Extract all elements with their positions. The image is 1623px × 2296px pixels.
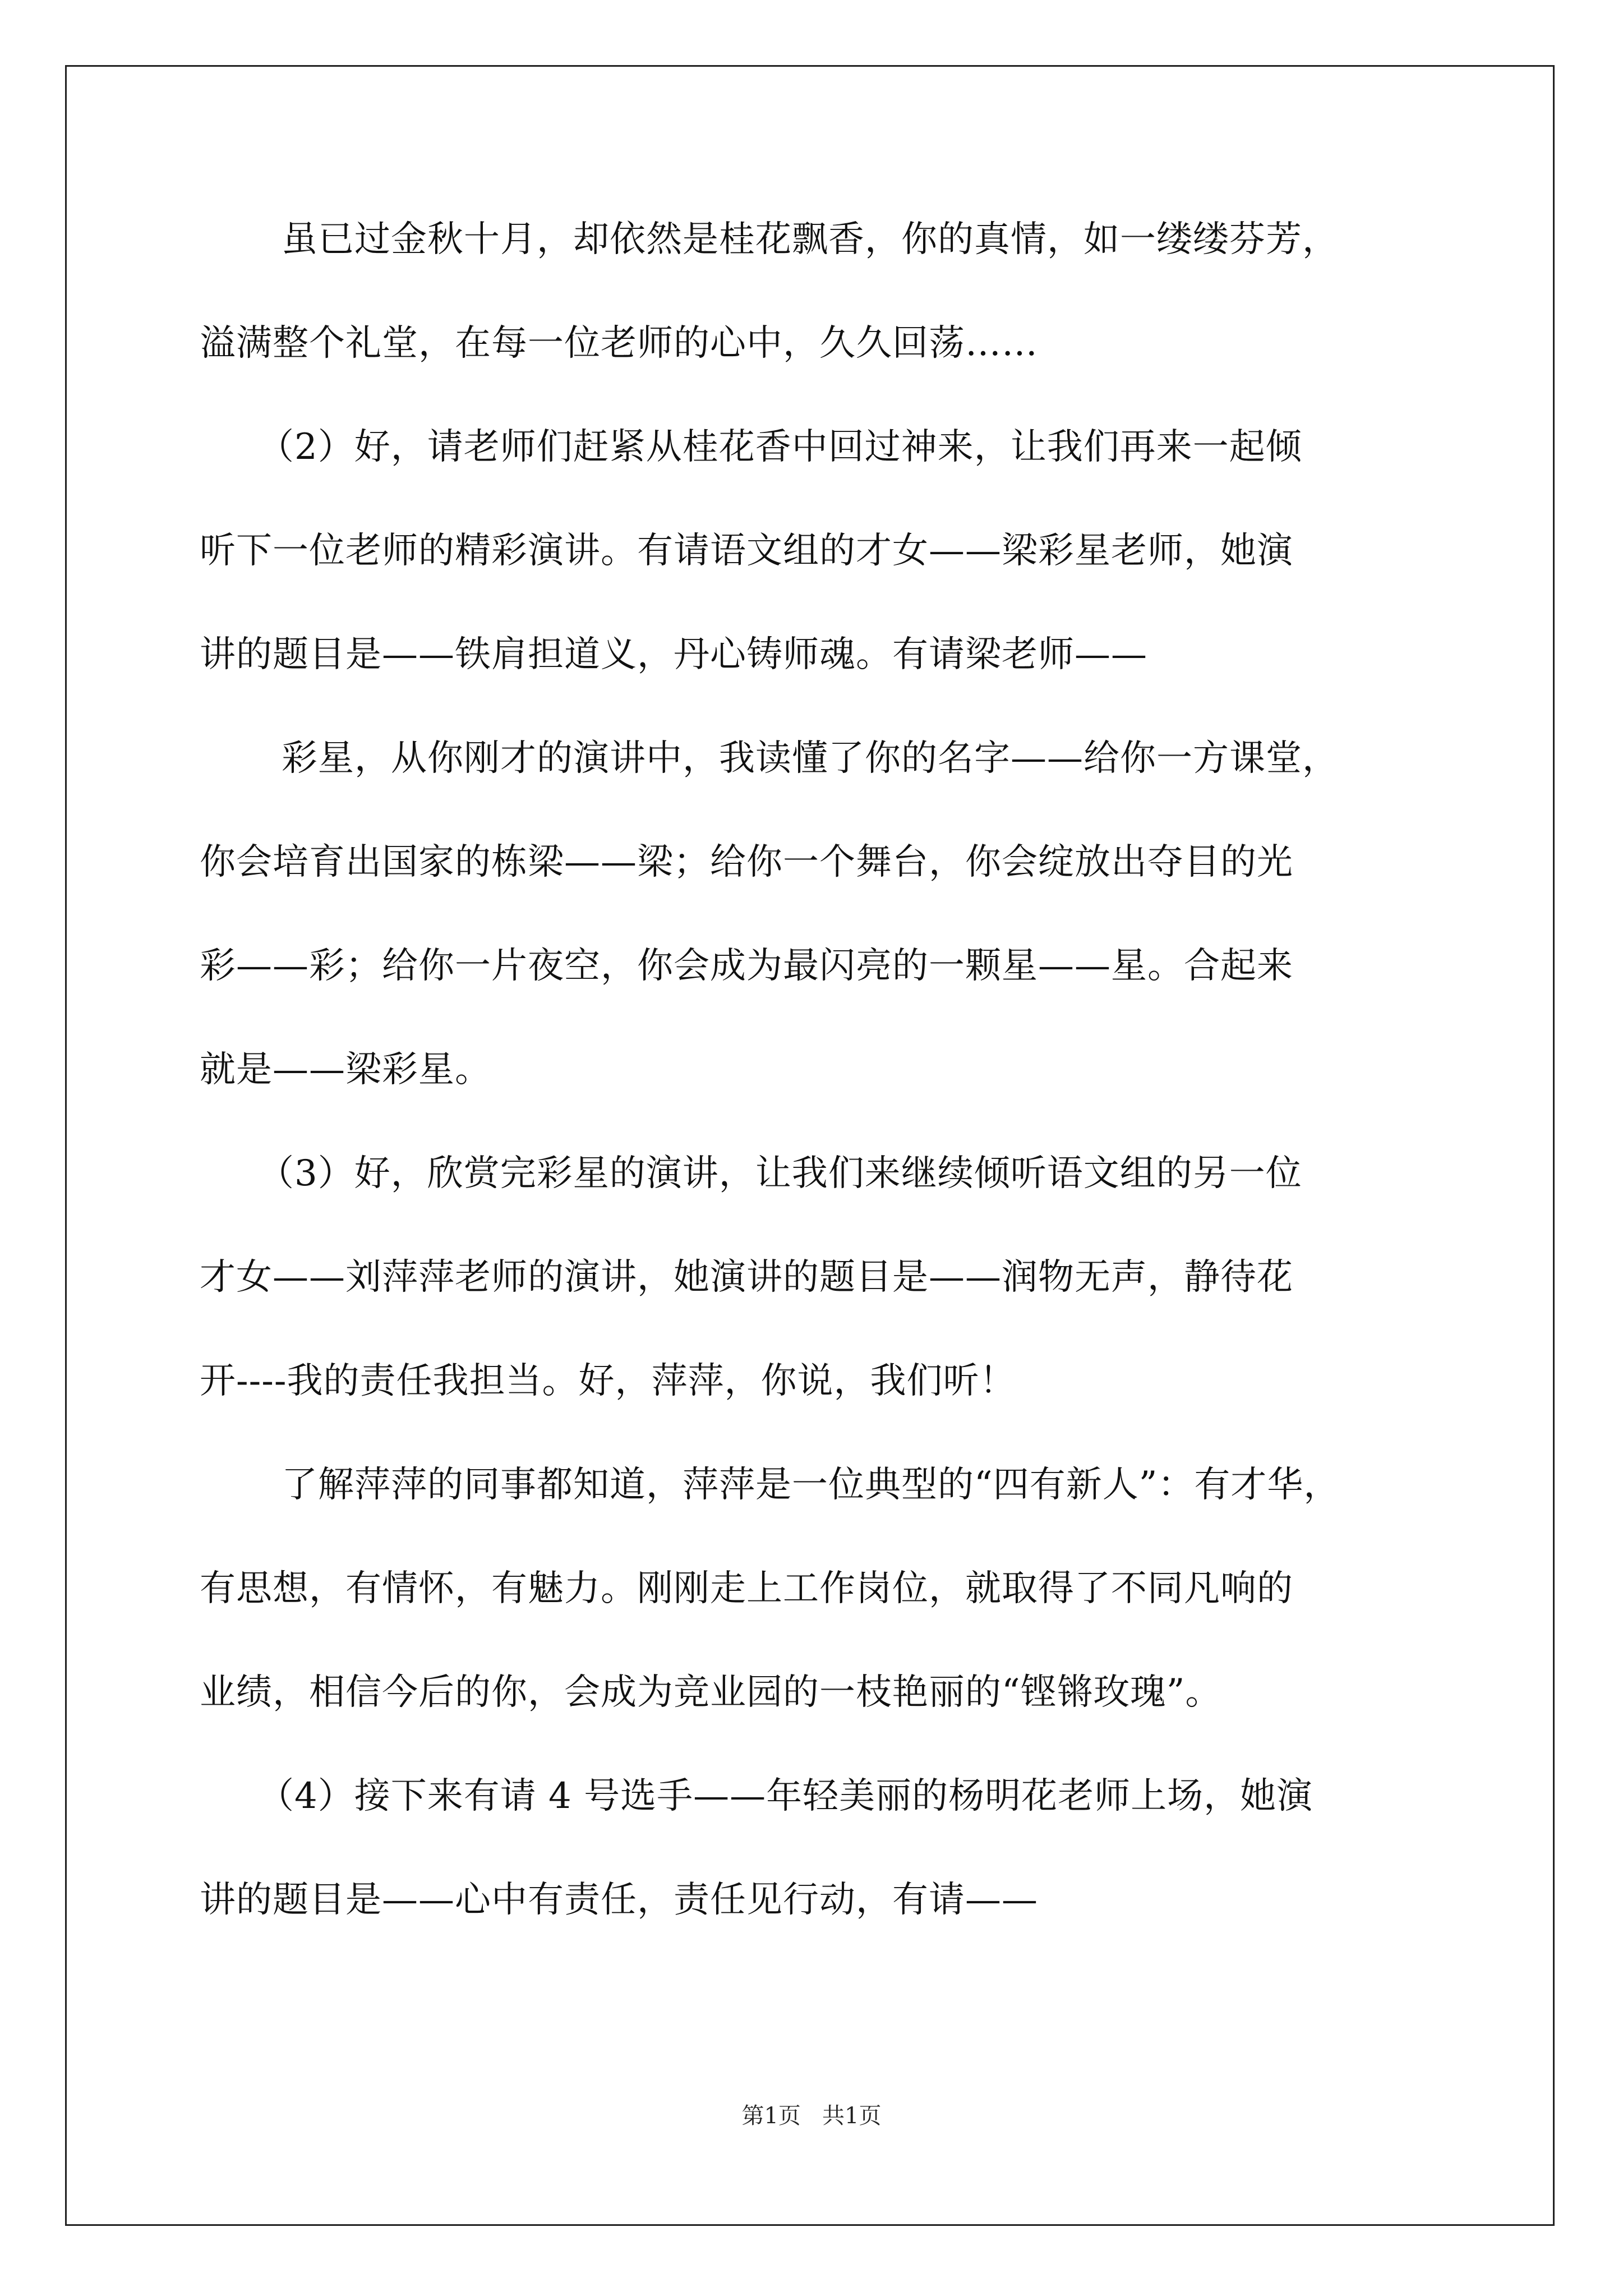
text-line: 你会培育出国家的栋梁——梁；给你一个舞台，你会绽放出夺目的光: [200, 841, 1293, 883]
text-line: （4）接下来有请 4 号选手——年轻美丽的杨明花老师上场，她演: [258, 1775, 1313, 1817]
text-line: 讲的题目是——心中有责任，责任见行动，有请——: [200, 1879, 1038, 1921]
text-line: 就是——梁彩星。: [200, 1049, 491, 1091]
document-body: [200, 211, 1428, 1976]
paragraph: [200, 419, 1428, 730]
paragraph: [200, 211, 1428, 419]
paragraph: [200, 1457, 1428, 1768]
text-line: 有思想，有情怀，有魅力。刚刚走上工作岗位，就取得了不同凡响的: [200, 1568, 1293, 1609]
text-line: 听下一位老师的精彩演讲。有请语文组的才女——梁彩星老师，她演: [200, 530, 1293, 572]
text-line: 开----我的责任我担当。好，萍萍，你说，我们听！: [200, 1360, 1016, 1402]
text-line: 了解萍萍的同事都知道，萍萍是一位典型的“四有新人”：有才华，: [282, 1464, 1340, 1506]
paragraph: [200, 1145, 1428, 1457]
paragraph: [200, 730, 1428, 1145]
text-line: （3）好，欣赏完彩星的演讲，让我们来继续倾听语文组的另一位: [258, 1153, 1302, 1194]
text-line: （2）好，请老师们赶紧从桂花香中回过神来，让我们再来一起倾: [258, 426, 1302, 468]
text-line: 才女——刘萍萍老师的演讲，她演讲的题目是——润物无声，静待花: [200, 1257, 1293, 1298]
paragraph: [200, 1768, 1428, 1976]
text-line: 讲的题目是——铁肩担道义，丹心铸师魂。有请梁老师——: [200, 634, 1147, 675]
text-line: 彩——彩；给你一片夜空，你会成为最闪亮的一颗星——星。合起来: [200, 945, 1293, 987]
text-line: 业绩，相信今后的你，会成为竞业园的一枝艳丽的“铿锵玫瑰”。: [200, 1672, 1222, 1713]
text-line: 虽已过金秋十月，却依然是桂花飘香，你的真情，如一缕缕芬芳，: [282, 219, 1339, 260]
page-number-footer: 第1页 共1页: [741, 2103, 882, 2129]
text-line: 溢满整个礼堂，在每一位老师的心中，久久回荡……: [200, 323, 1038, 364]
text-line: 彩星，从你刚才的演讲中，我读懂了你的名字——给你一方课堂，: [282, 738, 1339, 779]
